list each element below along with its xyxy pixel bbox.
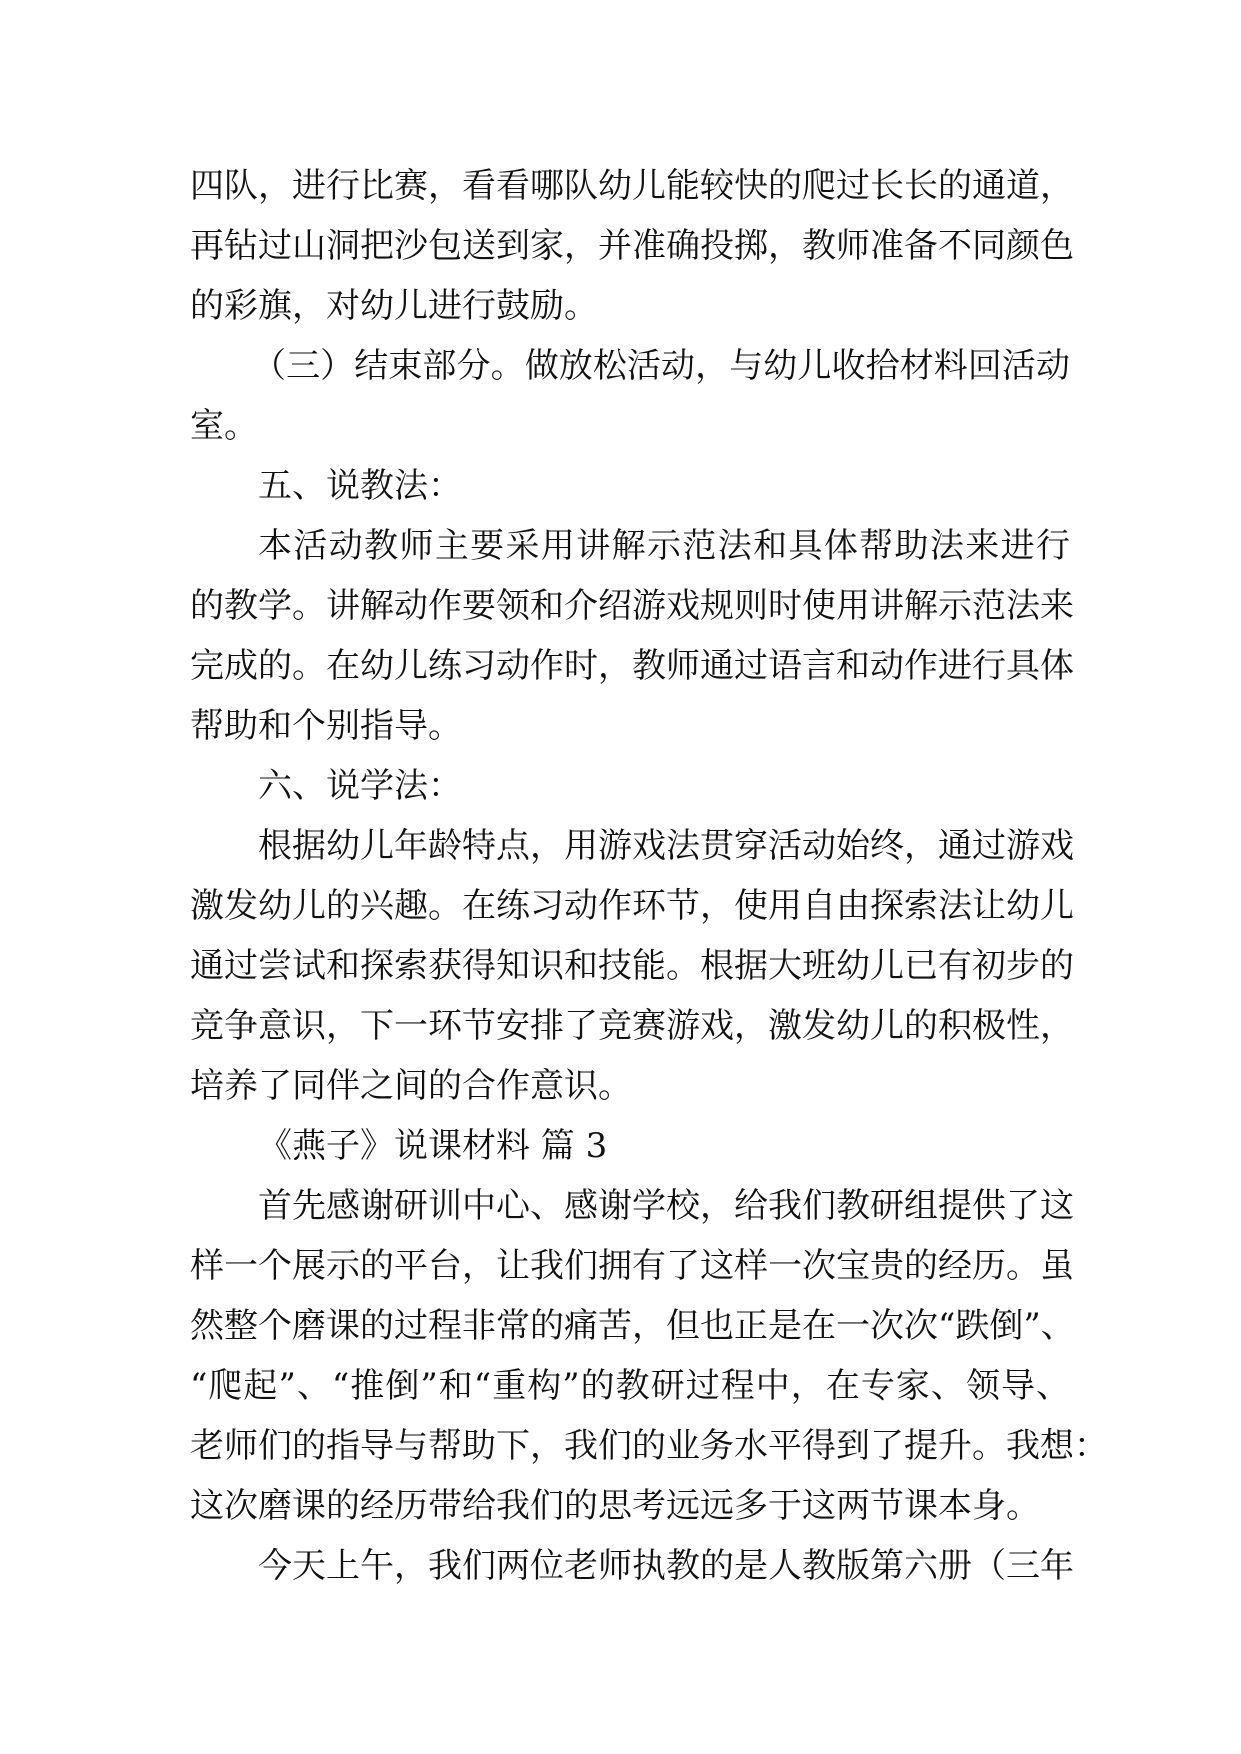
body-text-line: 帮助和个别指导。: [190, 706, 462, 746]
body-text-line: 的教学。讲解动作要领和介绍游戏规则时使用讲解示范法来: [190, 586, 1074, 626]
body-text-line: 样一个展示的平台，让我们拥有了这样一次宝贵的经历。虽: [190, 1246, 1074, 1286]
body-text-line: 激发幼儿的兴趣。在练习动作环节，使用自由探索法让幼儿: [190, 886, 1074, 926]
body-text-line: 老师们的指导与帮助下，我们的业务水平得到了提升。我想：: [190, 1426, 1108, 1466]
body-text-line: 竞争意识，下一环节安排了竞赛游戏，激发幼儿的积极性，: [190, 1006, 1074, 1046]
body-text-line: “爬起”、“推倒”和“重构”的教研过程中，在专家、领导、: [190, 1366, 1070, 1406]
body-text-line: 完成的。在幼儿练习动作时，教师通过语言和动作进行具体: [190, 646, 1074, 686]
body-text-line: 根据幼儿年龄特点，用游戏法贯穿活动始终，通过游戏: [258, 826, 1074, 866]
section-heading: 五、说教法：: [258, 466, 462, 506]
body-text-line: 本活动教师主要采用讲解示范法和具体帮助法来进行: [258, 526, 1070, 566]
body-text-line: （三）结束部分。做放松活动，与幼儿收拾材料回活动: [252, 346, 1070, 386]
body-text-line: 再钻过山洞把沙包送到家，并准确投掷，教师准备不同颜色: [190, 226, 1074, 266]
body-text-line: 室。: [190, 406, 258, 446]
body-text-line: 这次磨课的经历带给我们的思考远远多于这两节课本身。: [190, 1486, 1040, 1526]
body-text-line: 今天上午，我们两位老师执教的是人教版第六册（三年: [258, 1546, 1074, 1586]
body-text-line: 四队，进行比赛，看看哪队幼儿能较快的爬过长长的通道，: [190, 166, 1074, 206]
body-text-line: 培养了同伴之间的合作意识。: [190, 1066, 632, 1106]
body-text-line: 通过尝试和探索获得知识和技能。根据大班幼儿已有初步的: [190, 946, 1074, 986]
article-title: 《燕子》说课材料 篇 3: [258, 1126, 608, 1166]
body-text-line: 首先感谢研训中心、感谢学校，给我们教研组提供了这: [258, 1186, 1074, 1226]
section-heading: 六、说学法：: [258, 766, 462, 806]
body-text-line: 的彩旗，对幼儿进行鼓励。: [190, 286, 598, 326]
body-text-line: 然整个磨课的过程非常的痛苦，但也正是在一次次“跌倒”、: [190, 1306, 1075, 1346]
